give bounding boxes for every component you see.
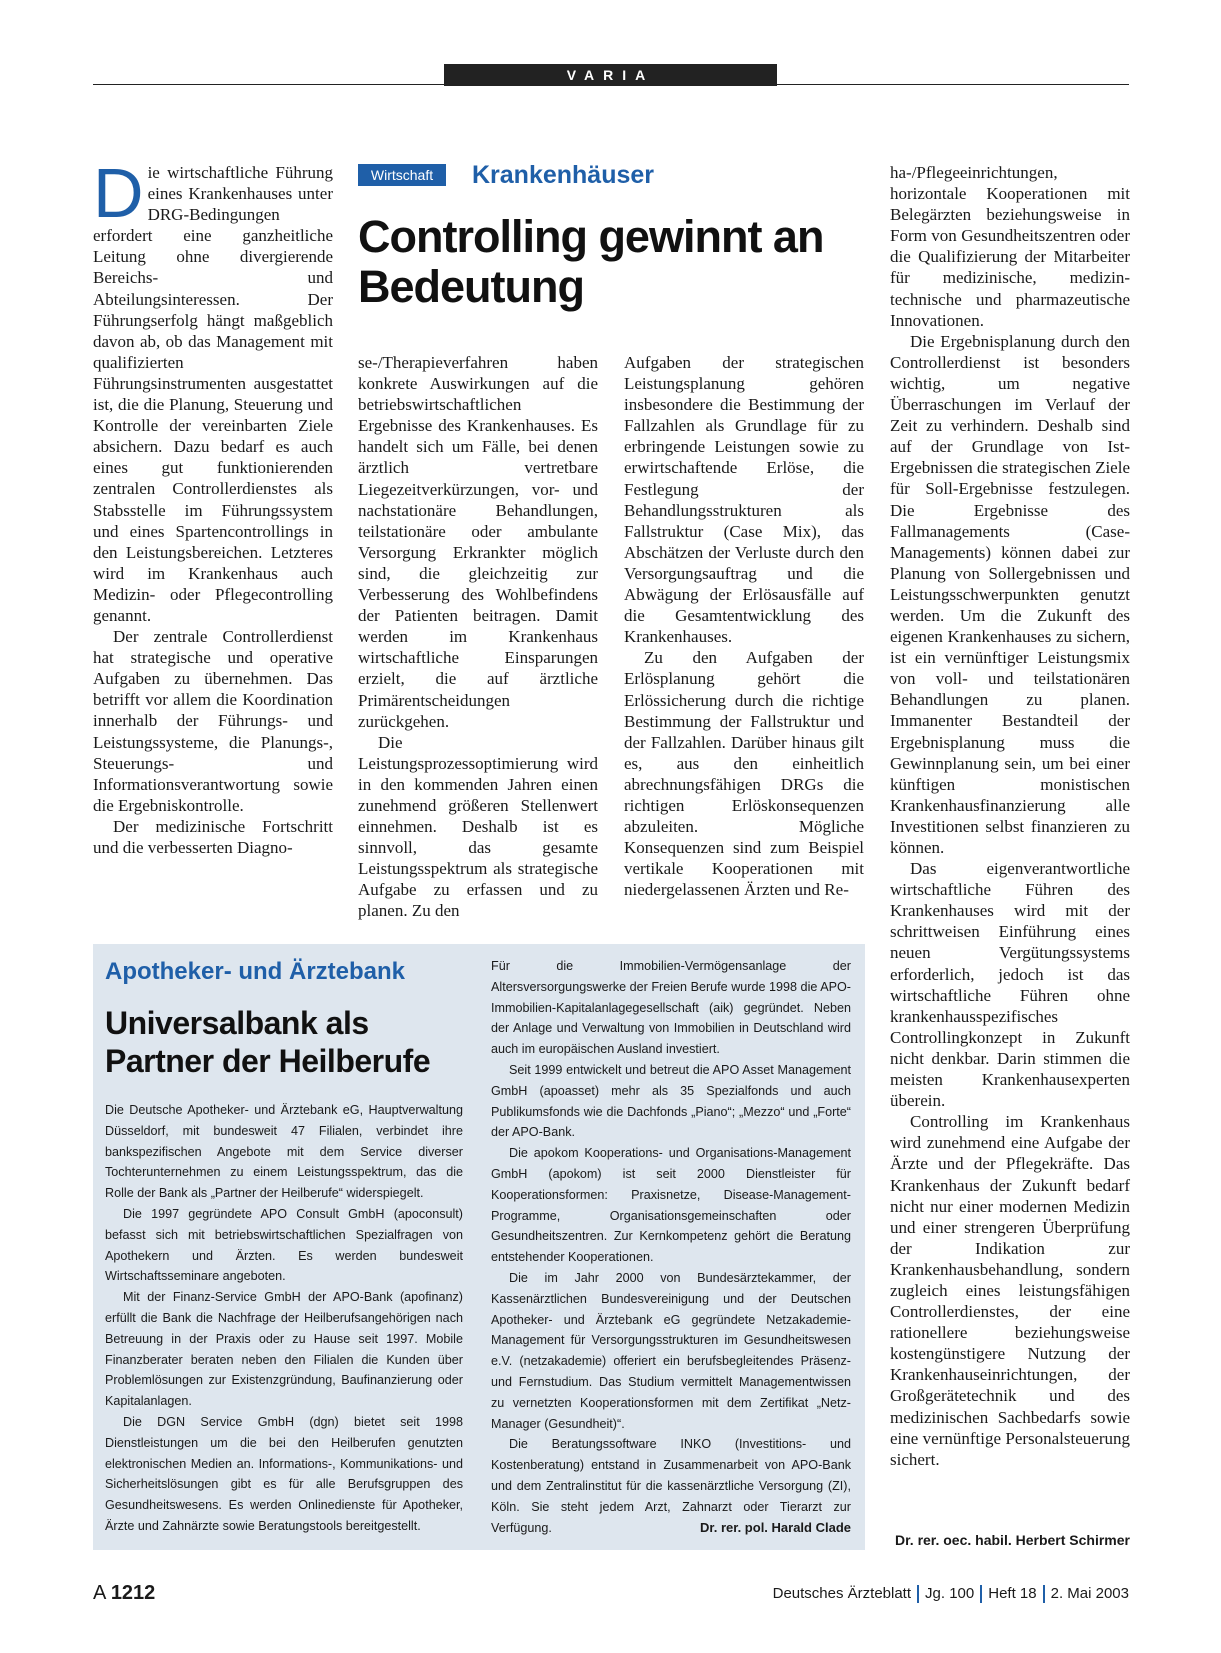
journal-issue: Heft 18	[988, 1585, 1037, 1602]
box-column-2	[491, 956, 851, 1538]
box-paragraph: Mit der Finanz-Service GmbH der APO-Bank (apofinanz) erfüllt die Bank die Nachfrage der Heilberufsangehörigen nach Betreuung in der Praxis oder zu Hause seit 1997. Mobile Finanzberater beraten neben den Filialen die Kunden über Problemlösungen zur Existenzgründung, Baufinanzierung oder Kapitalanlagen.	[105, 1290, 463, 1409]
page-number	[93, 1580, 155, 1606]
journal-date: 2. Mai 2003	[1050, 1585, 1129, 1602]
article-paragraph: Der medizinische Fortschritt und die verbesserten Diagno-	[93, 816, 333, 857]
article-paragraph: se-/Therapieverfahren haben konkrete Auswirkungen auf die betriebswirtschaftlichen Ergebnisse des Krankenhauses. Es handelt sich um Fälle, bei denen ärztlich vertretbare Liegezeitverkürzungen, vor- und nachstationäre Behandlungen, teilstationäre oder ambulante Versorgung Erkrankter möglich sind, die gleichzeitig zur Verbesserung des Wohlbefindens der Patienten beitragen. Damit werden im Krankenhaus wirtschaftliche Einsparungen erzielt, die auf ärztliche Primärentscheidungen zurückgehen.	[358, 353, 598, 731]
article-paragraph: Aufgaben der strategischen Leistungsplanung gehören insbesondere die Bestimmung der Fallzahlen als Grundlage für zu erbringende Leistungen sowie zu erwirtschaftende Erlöse, die Festlegung der Behandlungsstrukturen als Fallstruktur (Case Mix), das Abschätzen der Verluste durch den Versorgungsauftrag und die Abwägung der Erlösausfälle auf die Gesamtentwicklung des Krankenhauses.	[624, 353, 864, 647]
box-author: Dr. rer. pol. Harald Clade	[700, 1519, 851, 1535]
article-paragraph: Die Leistungsprozessoptimierung wird in den kommenden Jahren einen zunehmend größeren Stellenwert einnehmen. Deshalb ist es sinnvoll, das gesamte Leistungsspektrum als strategische Aufgabe zu erfassen und zu planen. Zu den	[358, 732, 598, 921]
box-column-1	[105, 1100, 463, 1537]
drop-cap: D	[93, 154, 144, 232]
article-paragraph: Der zentrale Controllerdienst hat strategische und operative Aufgaben zu übernehmen. Das betrifft vor allem die Koordination innerhalb der Führungs- und Leistungssysteme, die Planungs-, Steuerungs- und Informationsverantwortung sowie die Ergebniskontrolle.	[93, 627, 333, 815]
info-box	[93, 944, 865, 1550]
article-headline: Controlling gewinnt an Bedeutung	[358, 211, 824, 312]
header-rule	[93, 84, 1129, 85]
box-paragraph: Die 1997 gegründete APO Consult GmbH (apoconsult) befasst sich mit betriebswirtschaftlichen Spezialfragen von Apothekern und Ärzten. Es werden bundesweit Wirtschaftsseminare angeboten.	[105, 1206, 463, 1284]
box-kicker: Apotheker- und Ärztebank	[105, 958, 406, 985]
box-paragraph: Die Beratungssoftware INKO (Investitions- und Kostenberatung) entstand in Zusammenarbeit von APO-Bank und dem Zentralinstitut für die kassenärztliche Versorgung (ZI), Köln. Sie steht jedem Arzt, Zahnarzt oder Tierarzt zur Verfügung. Dr. rer. pol. Harald Clade	[491, 1434, 851, 1538]
section-label: VARIA	[444, 64, 777, 86]
separator	[1043, 1585, 1045, 1603]
article-paragraph: ha-/Pflegeeinrichtungen, horizontale Kooperationen mit Belegärzten beziehungsweise in Form von Gesundheitszentren oder die Qualifizierung der Mitarbeiter für medizinische, medizin-technische und pharmazeutische Innovationen.	[890, 163, 1130, 330]
box-paragraph: Die im Jahr 2000 von Bundesärztekammer, der Kassenärztlichen Bundesvereinigung und der Deutschen Apotheker- und Ärztebank eG gegründete Netzakademie-Management für Versorgungsstrukturen im Gesundheitswesen e.V. (netzakademie) offeriert ein berufsbegleitendes Präsenz- und Fernstudium. Das Studium vermittelt Managementwissen zu vernetzten Kooperationsformen mit dem Zertifikat „Netz-Manager (Gesundheit)“.	[491, 1270, 851, 1431]
separator	[980, 1585, 982, 1603]
article-kicker: Krankenhäuser	[472, 161, 655, 189]
article-column-4	[890, 162, 1130, 1470]
article-paragraph: Die Ergebnisplanung durch den Controllerdienst ist besonders wichtig, um negative Überraschungen im Verlauf der Zeit zu verhindern. Deshalb sind auf der Grundlage von Ist-Ergebnissen die strategischen Ziele für Soll-Ergebnisse festzulegen. Die Ergebnisse des Fallmanagements (Case-Managements) können dabei zur Planung von Sollergebnissen und Leistungsschwerpunkten genutzt werden. Um die Zukunft des eigenen Krankenhauses zu sichern, ist ein vernünftiger Leistungsmix von voll- und teilstationären Behandlungen zu planen. Immanenter Bestandteil der Ergebnisplanung muss die Gewinnplanung sein, um bei einer künftigen monistischen Krankenhausfinanzierung alle Investitionen selbst finanzieren zu können.	[890, 331, 1130, 857]
journal-name: Deutsches Ärzteblatt	[772, 1585, 912, 1602]
box-paragraph: Für die Immobilien-Vermögensanlage der Altersversorgungswerke der Freien Berufe wurde 1998 die APO-Immobilien-Kapitalanlagegesellschaft (aik) gegründet. Neben der Anlage und Verwaltung von Immobilien in Deutschland wird auch im europäischen Ausland investiert.	[491, 959, 851, 1057]
article-author: Dr. rer. oec. habil. Herbert Schirmer	[895, 1532, 1130, 1548]
article-paragraph: Die wirtschaftliche Führung eines Krankenhauses unter DRG-Bedingungen erfordert eine ganzheitliche Leitung ohne divergierende Bereichs- und Abteilungsinteressen. Der Führungserfolg hängt maßgeblich davon ab, ob das Management mit qualifizierten Führungsinstrumenten ausgestattet ist, die die Planung, Steuerung und Kontrolle der vereinbarten Ziele absichern. Dazu bedarf es auch eines gut funktionierenden zentralen Controllerdienstes als Stabsstelle im Führungssystem und eines Spartencontrollings in den Leistungsbereichen. Letzteres wird im Krankenhaus auch Medizin- oder Pflegecontrolling genannt.	[93, 154, 333, 625]
page-prefix: A	[93, 1582, 106, 1604]
page-number-value: 1212	[110, 1582, 156, 1604]
box-title: Universalbank als Partner der Heilberufe	[105, 1005, 431, 1079]
journal-volume: Jg. 100	[925, 1585, 975, 1602]
box-paragraph: Die apokom Kooperations- und Organisations-Management GmbH (apokom) ist seit 2000 Dienstleister für Kooperationsformen: Praxisnetze, Disease-Management-Programme, Organisationsgemeinschaften oder Gesundheitszentren. Zur Kernkompetenz gehört die Beratung entstehender Kooperationen.	[491, 1146, 851, 1265]
article-column-3	[624, 352, 864, 900]
box-paragraph: Die Deutsche Apotheker- und Ärztebank eG, Hauptverwaltung Düsseldorf, mit bundesweit 47 Filialen, verbindet ihre bankspezifischen Angebote mit dem Service diverser Tochterunternehmen zu einem Leistungsspektrum, das die Rolle der Bank als „Partner der Heilberufe“ widerspiegelt.	[105, 1103, 463, 1201]
article-paragraph: Das eigenverantwortliche wirtschaftliche Führen des Krankenhauses wird mit der schrittweisen Einführung eines neuen Vergütungssystems erforderlich, jedoch ist das wirtschaftliche Führen ohne krankenhausspezifisches Controllingkonzept in Zukunft nicht denkbar. Darin stimmen die meisten Krankenhausexperten überein.	[890, 859, 1130, 1111]
article-paragraph: Zu den Aufgaben der Erlösplanung gehört die Erlössicherung durch die richtige Bestimmung der Fallstruktur und der Fallzahlen. Darüber hinaus gilt es, aus den einheitlich abrechnungsfähigen DRGs die richtigen Erlöskonsequenzen abzuleiten. Mögliche Konsequenzen sind zum Beispiel vertikale Kooperationen mit niedergelassenen Ärzten und Re-	[624, 648, 864, 900]
box-paragraph: Seit 1999 entwickelt und betreut die APO Asset Management GmbH (apoasset) mehr als 35 Spezialfonds und auch Publikumsfonds wie die Dachfonds „Piano“; „Mezzo“ und „Forte“ der APO-Bank.	[491, 1062, 851, 1140]
box-paragraph: Die DGN Service GmbH (dgn) bietet seit 1998 Dienstleistungen um die bei den Heilberufen genutzten elektronischen Medien an. Informations-, Kommunikations- und Sicherheitslösungen gibt es für alle Berufsgruppen des Gesundheitswesens. Es werden Onlinedienste für Apotheker, Ärzte und Zahnärzte sowie Beratungstools bereitgestellt.	[105, 1414, 463, 1533]
separator	[917, 1585, 919, 1603]
article-paragraph: Controlling im Krankenhaus wird zunehmend eine Aufgabe der Ärzte und der Pflegekräfte. Das Krankenhaus der Zukunft bedarf nicht nur einer modernen Medizin und einer strengeren Überprüfung der Indikation zur Krankenhausbehandlung, sondern zugleich eines leistungsfähigen Controllerdienstes, der eine rationellere beziehungsweise kostengünstigere Nutzung der Krankenhauseinrichtungen, der Großgerätetechnik und des medizinischen Sachbedarfs sowie eine vernünftige Personalsteuerung sichert.	[890, 1112, 1130, 1469]
journal-info	[773, 1584, 1129, 1604]
category-tag: Wirtschaft	[358, 164, 446, 186]
article-column-1	[93, 154, 333, 858]
article-column-2	[358, 352, 598, 922]
